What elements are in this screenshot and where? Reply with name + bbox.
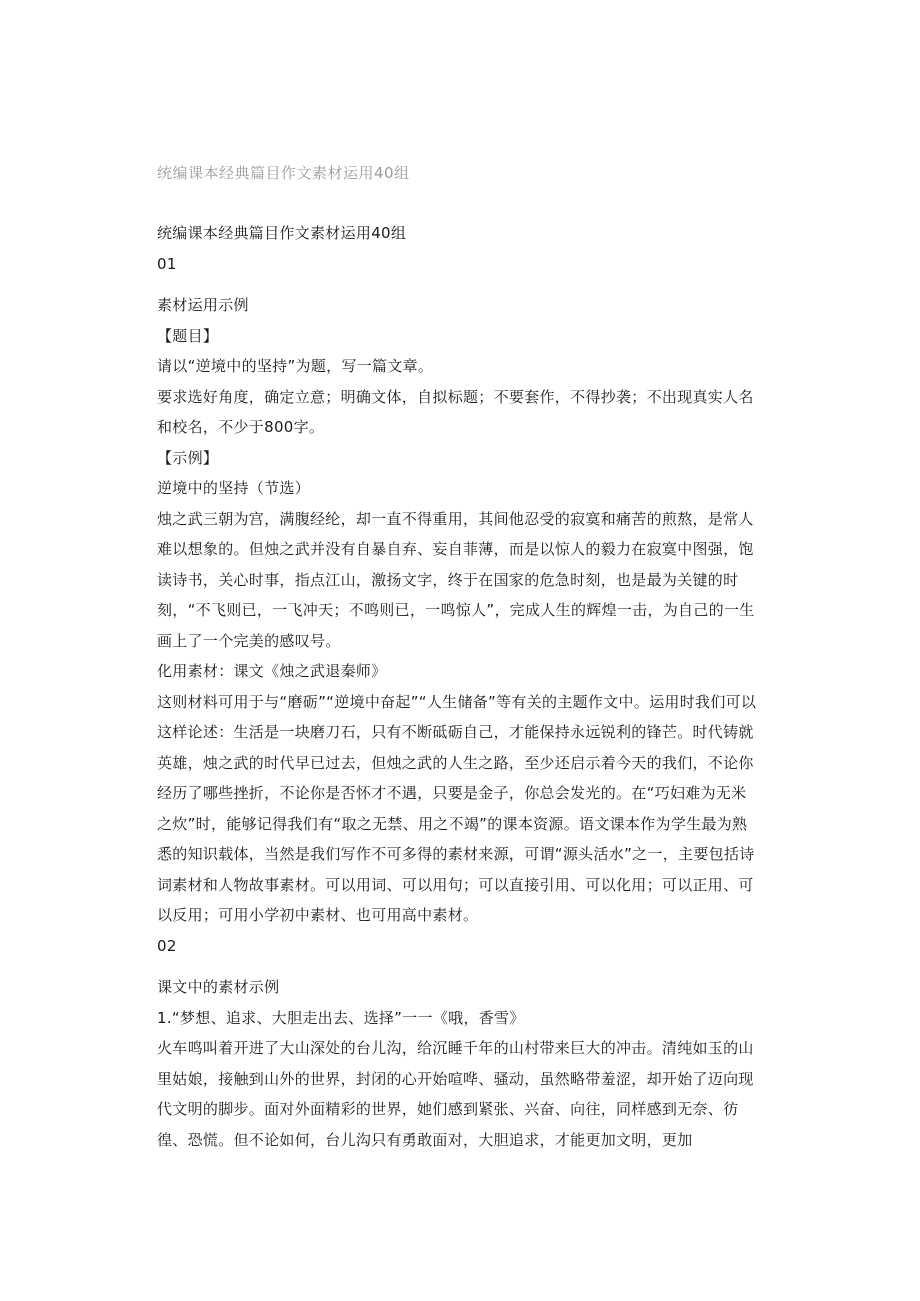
section-heading-textbook-examples: 课文中的素材示例 [157, 978, 280, 996]
item-1-title: 1.“梦想、追求、大胆走出去、选择”一一《哦，香雪》 [157, 1008, 525, 1027]
analysis-paragraph: 这则材料可用于与“磨砺”“逆境中奋起”“人生储备”等有关的主题作文中。运用时我们可以这样论述：生活是一块磨刀石，只有不断砥砺自己，才能保持永远锐利的锋芒。时代铸就英雄，烛之武的时代早已过去，但烛之武的人生之路，至少还启示着今天的我们，不论你经历了哪些挫折，不论你是否怀才不遇，只要是金子，你总会发光的。在“巧妇难为无米之炊”时，能够记得我们有“取之无禁、用之不竭”的课本资源。语文课本作为学生最为熟悉的知识载体，当然是我们写作不可多得的素材来源，可谓“源头活水”之一，主要包括诗词素材和人物故事素材。可以用词、可以用句；可以直接引用、可以化用；可以正用、可以反用；可用小学初中素材、也可用高中素材。 [157, 692, 757, 924]
topic-label: 【题目】 [157, 326, 219, 345]
section-heading-usage-example: 素材运用示例 [157, 296, 249, 314]
section-number-01: 01 [157, 254, 177, 273]
example-label: 【示例】 [157, 448, 219, 467]
page-header-title: 统编课本经典篇目作文素材运用40组 [157, 164, 410, 182]
topic-text: 请以“逆境中的坚持”为题，写一篇文章。 [157, 357, 434, 375]
requirement-text: 要求选好角度，确定立意；明确文体，自拟标题；不要套作，不得抄袭；不出现真实人名和校名，不少于800字。 [157, 387, 754, 436]
document-body [157, 218, 757, 1155]
example-title: 逆境中的坚持（节选） [157, 479, 311, 497]
document-title: 统编课本经典篇目作文素材运用40组 [157, 224, 407, 242]
item-1-paragraph: 火车鸣叫着开进了大山深处的台儿沟，给沉睡千年的山村带来巨大的冲击。清纯如玉的山里姑娘，接触到山外的世界，封闭的心开始喧哗、骚动，虽然略带羞涩，却开始了迈向现代文明的脚步。面对外面精彩的世界，她们感到紧张、兴奋、向往，同样感到无奈、彷徨、恐慌。但不论如何，台儿沟只有勇敢面对，大胆追求，才能更加文明，更加 [157, 1039, 754, 1149]
spacer [157, 961, 757, 972]
spacer [157, 279, 757, 290]
section-number-02: 02 [157, 936, 177, 955]
example-paragraph: 烛之武三朝为宫，满腹经纶，却一直不得重用，其间他忍受的寂寞和痛苦的煎熬，是常人难以想象的。但烛之武并没有自暴自弃、妄自菲薄，而是以惊人的毅力在寂寞中图强，饱读诗书，关心时事，指点江山，激扬文字，终于在国家的危急时刻，也是最为关键的时刻，“不飞则已，一飞冲天；不鸣则已，一鸣惊人”，完成人生的辉煌一击，为自己的一生画上了一个完美的感叹号。 [157, 509, 755, 650]
source-text: 化用素材：课文《烛之武退秦师》 [157, 662, 387, 680]
